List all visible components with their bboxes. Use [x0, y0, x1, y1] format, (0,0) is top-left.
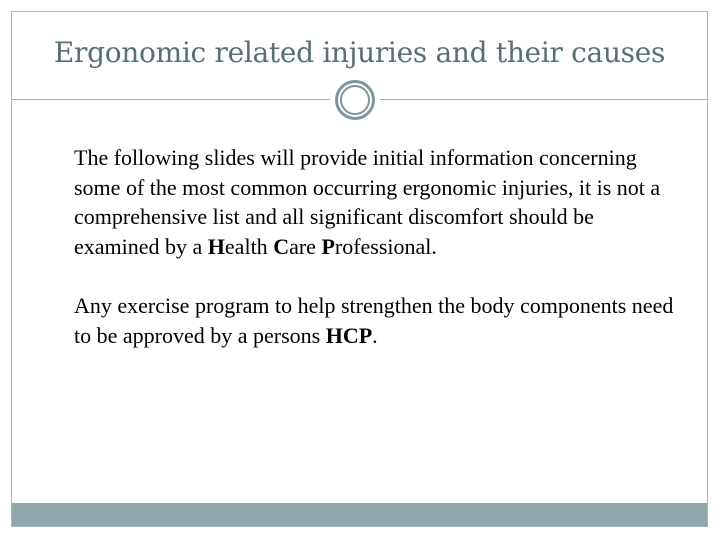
hcp-initial-c: C: [273, 233, 290, 259]
paragraph-exercise-end: .: [372, 322, 378, 348]
paragraph-intro: [74, 143, 674, 261]
paragraph-exercise: [74, 291, 674, 350]
hcp-initial-h: H: [207, 233, 225, 259]
slide-title: Ergonomic related injuries and their causes: [53, 36, 666, 69]
hcp-word-professional: rofessional.: [334, 233, 437, 259]
ornament-inner-ring: [340, 85, 370, 115]
hcp-initial-p: P: [321, 233, 335, 259]
footer-bar: [12, 503, 707, 526]
hcp-word-care: are: [289, 233, 322, 259]
paragraph-exercise-text: Any exercise program to help strengthen the body components need to be approved by a persons: [74, 293, 674, 348]
slide-body: [74, 143, 674, 350]
hcp-word-health: ealth: [224, 233, 274, 259]
paragraph-intro-text: The following slides will provide initial information concerning some of the most common occurring ergonomic injuries, it is not a comprehensive list and all significant discomfort should be examined by a: [74, 145, 661, 259]
hcp-abbreviation: HCP: [325, 322, 373, 348]
double-circle-ornament-icon: [335, 80, 375, 120]
